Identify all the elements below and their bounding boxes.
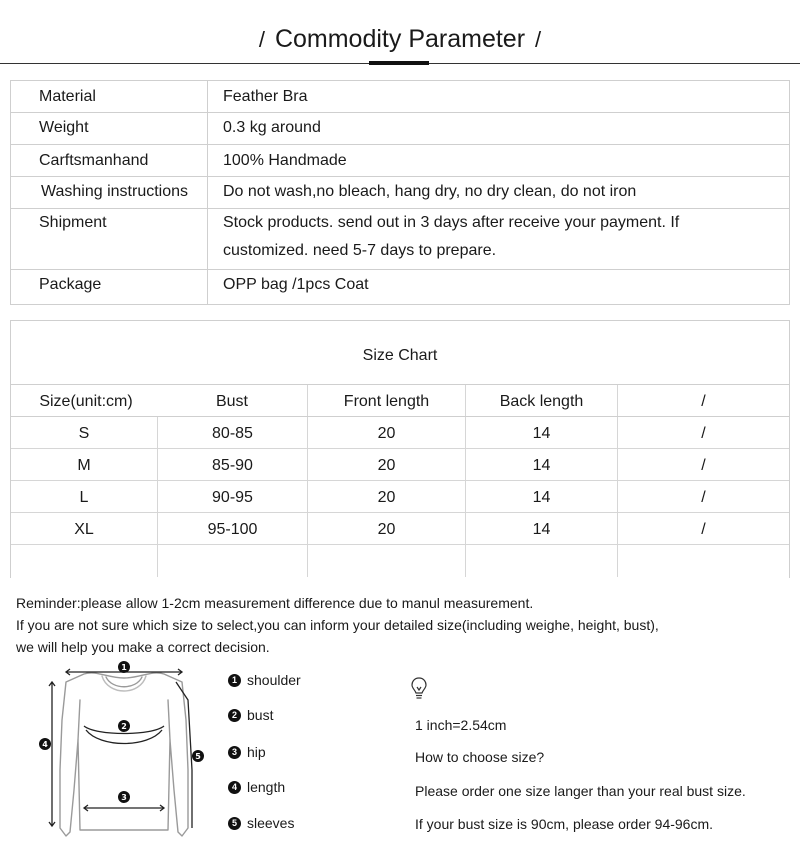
size-chart-header-row [11,385,789,417]
back-length-cell: 14 [465,481,617,512]
legend-label: sleeves [247,815,295,831]
shirt-illustration [36,660,216,845]
reminder-line-3: we will help you make a correct decision. [16,639,270,655]
bust-cell: 80-85 [157,417,307,448]
size-example: If your bust size is 90cm, please order 94-96cm. [415,816,714,832]
measurement-diagram [36,660,216,845]
legend-item-sleeves [228,815,294,831]
header-accent-bar [369,61,429,65]
inch-conversion: 1 inch=2.54cm [415,717,507,733]
how-to-choose-heading: How to choose size? [415,749,545,765]
front-length-cell: 20 [307,449,465,480]
empty-cell [11,545,157,577]
table-row [11,513,789,545]
legend-number: 3 [228,746,241,759]
empty-cell [157,545,307,577]
bust-cell: 95-100 [157,513,307,544]
param-row-craftsmanship [11,145,790,177]
param-label: Washing instructions [11,177,208,209]
column-header: Bust [215,393,248,410]
empty-cell [465,545,617,577]
size-cell: XL [74,521,94,538]
front-length-cell: 20 [307,417,465,448]
column-header: / [617,385,789,416]
legend-number: 4 [228,781,241,794]
param-value: 100% Handmade [208,145,790,177]
extra-cell: / [617,417,789,448]
size-chart-title: Size Chart [11,321,789,385]
table-row [11,449,789,481]
column-header: Size(unit:cm) [39,393,133,410]
title-slash-left: / [258,27,265,52]
param-label: Carftsmanhand [11,145,208,177]
param-value: OPP bag /1pcs Coat [208,270,790,305]
reminder-text [16,592,786,658]
empty-cell [617,545,789,577]
shipment-line-2: customized. need 5-7 days to prepare. [223,242,497,259]
size-advice: Please order one size langer than your real bust size. [415,783,746,799]
front-length-cell: 20 [307,513,465,544]
param-row-package [11,270,790,305]
size-chart-table [10,320,790,578]
param-label: Shipment [11,209,208,270]
param-row-shipment [11,209,790,270]
param-label: Package [11,270,208,305]
reminder-line-1: Reminder:please allow 1-2cm measurement difference due to manul measurement. [16,595,534,611]
legend-label: hip [247,744,266,760]
empty-cell [307,545,465,577]
param-row-material [11,81,790,113]
column-header: Back length [465,385,617,416]
back-length-cell: 14 [465,449,617,480]
bust-cell: 90-95 [157,481,307,512]
param-row-weight [11,113,790,145]
legend-label: bust [247,707,274,723]
marker-5: 5 [195,752,201,761]
lightbulb-icon [410,676,428,705]
param-row-washing [11,177,790,209]
size-chart-grid [11,385,789,577]
extra-cell: / [617,513,789,544]
marker-3: 3 [121,793,127,802]
title-slash-right: / [535,27,542,52]
legend-number: 1 [228,674,241,687]
size-cell: S [78,425,90,442]
legend-label: length [247,779,286,795]
param-value: 0.3 kg around [208,113,790,145]
param-value: Feather Bra [208,81,790,113]
legend-number: 2 [228,709,241,722]
param-value: Do not wash,no bleach, hang dry, no dry clean, do not iron [208,177,790,209]
size-cell: L [79,489,89,506]
marker-2: 2 [121,722,127,731]
extra-cell: / [617,449,789,480]
legend-item-shoulder [228,672,301,688]
marker-1: 1 [121,663,127,672]
size-cell: M [77,457,91,474]
back-length-cell: 14 [465,513,617,544]
param-value [208,209,790,270]
table-row [11,417,789,449]
legend-number: 5 [228,817,241,830]
page-title [0,25,800,54]
legend-item-hip [228,744,266,760]
marker-4: 4 [42,740,48,749]
title-text: Commodity Parameter [274,25,526,53]
table-row [11,481,789,513]
bust-cell: 85-90 [157,449,307,480]
legend-item-bust [228,707,273,723]
front-length-cell: 20 [307,481,465,512]
extra-cell: / [617,481,789,512]
section-header [0,0,800,66]
parameter-table [10,80,790,305]
back-length-cell: 14 [465,417,617,448]
table-row-empty [11,545,789,577]
legend-label: shoulder [247,672,301,688]
shipment-line-1: Stock products. send out in 3 days after receive your payment. If [223,214,680,231]
param-label: Material [11,81,208,113]
column-header: Front length [307,385,465,416]
param-label: Weight [11,113,208,145]
legend-item-length [228,779,285,795]
reminder-line-2: If you are not sure which size to select,you can inform your detailed size(including weighe, height, bust), [16,617,659,633]
